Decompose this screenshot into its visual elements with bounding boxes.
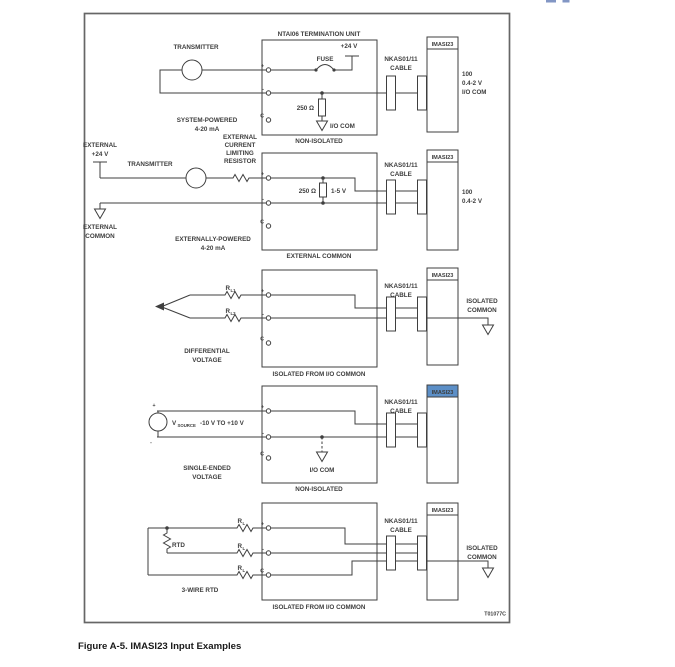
transmitter-label: TRANSMITTER bbox=[127, 161, 173, 168]
voltage-range-label: -10 V TO +10 V bbox=[200, 420, 244, 427]
section-single-ended-voltage bbox=[149, 385, 458, 493]
module-note: 0.4-2 V bbox=[462, 198, 482, 205]
limiting-resistor-label: RESISTOR bbox=[223, 158, 257, 165]
external-common-label: COMMON bbox=[85, 233, 115, 240]
cable-connector bbox=[418, 297, 427, 331]
cable-label: NKAS01/11 bbox=[384, 283, 418, 290]
junction-dot bbox=[320, 435, 324, 439]
ground-symbol-io-com bbox=[317, 452, 328, 462]
resistor-label: 250 Ω bbox=[298, 188, 316, 195]
isolated-common-label: COMMON bbox=[467, 307, 497, 314]
vsource-label: V bbox=[172, 420, 177, 427]
range-label: 1-5 V bbox=[331, 188, 347, 195]
line-resistance-subscript: L bbox=[242, 568, 246, 573]
cable-label: CABLE bbox=[390, 292, 412, 299]
cable-connector bbox=[418, 536, 427, 570]
io-com-label: I/O COM bbox=[309, 467, 335, 474]
ground-symbol-io-com bbox=[317, 121, 328, 131]
input-type-label: 4-20 mA bbox=[194, 126, 220, 133]
limiting-resistor-label: LIMITING bbox=[226, 150, 254, 157]
terminal-common-label: C bbox=[260, 113, 264, 120]
isolation-label: EXTERNAL COMMON bbox=[286, 253, 352, 260]
resistor-label: 250 Ω bbox=[296, 105, 314, 112]
isolated-common-label: ISOLATED bbox=[466, 545, 498, 552]
line-resistance-subscript: L bbox=[242, 546, 246, 551]
fuse-terminal-dot bbox=[332, 68, 335, 71]
imasi23-module-box bbox=[427, 150, 458, 250]
module-note: 0.4-2 V bbox=[462, 80, 482, 87]
module-note: 100 bbox=[462, 71, 473, 78]
input-type-label: 4-20 mA bbox=[200, 245, 226, 252]
cable-connector bbox=[418, 413, 427, 447]
terminal-plus-label: + bbox=[260, 288, 264, 295]
terminal-plus bbox=[266, 526, 270, 530]
terminal-plus-label: + bbox=[260, 171, 264, 178]
terminal-minus bbox=[266, 201, 270, 205]
terminal-minus-label: - bbox=[262, 311, 264, 318]
terminal-common bbox=[266, 224, 270, 228]
cable-label: NKAS01/11 bbox=[384, 518, 418, 525]
line-resistance-label: R bbox=[225, 308, 230, 315]
imasi23-module-box bbox=[427, 385, 458, 483]
junction-dot bbox=[321, 176, 325, 180]
terminal-common bbox=[266, 573, 270, 577]
input-type-label: EXTERNALLY-POWERED bbox=[175, 236, 251, 243]
wires-section5 bbox=[148, 525, 427, 579]
cable-connector bbox=[387, 413, 396, 447]
cable-label: CABLE bbox=[390, 408, 412, 415]
imasi23-module-box bbox=[427, 268, 458, 365]
isolated-common-wire bbox=[426, 318, 488, 325]
selection-artifact bbox=[563, 0, 570, 3]
cable-label: NKAS01/11 bbox=[384, 162, 418, 169]
rtd-label: RTD bbox=[172, 542, 185, 549]
input-type-label: SYSTEM-POWERED bbox=[176, 117, 238, 124]
isolation-label: ISOLATED FROM I/O COMMON bbox=[272, 371, 366, 378]
imasi23-label: IMASI23 bbox=[431, 155, 454, 161]
isolated-common-wire bbox=[426, 561, 488, 568]
ground-symbol-external-common bbox=[95, 209, 106, 219]
transmitter-symbol bbox=[182, 60, 202, 80]
terminal-minus-label: - bbox=[262, 430, 264, 437]
line-resistance-subscript: L1 bbox=[230, 288, 236, 293]
line-resistance-label: R bbox=[225, 285, 230, 292]
cable-label: CABLE bbox=[390, 65, 412, 72]
input-type-label: VOLTAGE bbox=[192, 357, 222, 364]
imasi23-label: IMASI23 bbox=[431, 42, 454, 48]
imasi23-label: IMASI23 bbox=[431, 273, 454, 279]
section-3-wire-rtd bbox=[148, 503, 498, 611]
termination-unit-box bbox=[262, 503, 377, 600]
module-note: 100 bbox=[462, 189, 473, 196]
cable-connector bbox=[387, 297, 396, 331]
supply-label: +24 V bbox=[340, 43, 358, 50]
section-differential-voltage bbox=[155, 268, 498, 378]
vsource-subscript: SOURCE bbox=[177, 423, 196, 428]
junction-dot bbox=[320, 91, 324, 95]
input-type-label: 3-WIRE RTD bbox=[181, 587, 219, 594]
cable-label: NKAS01/11 bbox=[384, 399, 418, 406]
cable-connector bbox=[387, 76, 396, 110]
terminal-plus-label: + bbox=[260, 521, 264, 528]
external-supply-label: EXTERNAL bbox=[83, 142, 117, 149]
cable-connector bbox=[418, 76, 427, 110]
terminal-common bbox=[266, 341, 270, 345]
terminal-minus-label: - bbox=[262, 86, 264, 93]
terminal-minus bbox=[266, 316, 270, 320]
selection-artifact bbox=[546, 0, 556, 3]
input-type-label: DIFFERENTIAL bbox=[184, 348, 230, 355]
cable-connector bbox=[418, 180, 427, 214]
cable-connector bbox=[387, 180, 396, 214]
external-supply-label: +24 V bbox=[91, 151, 109, 158]
cable-label: CABLE bbox=[390, 527, 412, 534]
terminal-plus bbox=[266, 293, 270, 297]
isolated-common-label: COMMON bbox=[467, 554, 497, 561]
terminal-common bbox=[266, 118, 270, 122]
terminal-plus bbox=[266, 409, 270, 413]
section-system-powered bbox=[160, 31, 486, 145]
line-resistance-label: R bbox=[237, 518, 242, 525]
source-plus-label: + bbox=[152, 403, 156, 409]
terminal-minus bbox=[266, 435, 270, 439]
probe-arrowhead bbox=[155, 303, 164, 311]
fuse-label: FUSE bbox=[316, 56, 334, 63]
fuse-terminal-dot bbox=[314, 68, 317, 71]
imasi23-module-box bbox=[427, 37, 458, 132]
limiting-resistor-label: CURRENT bbox=[224, 142, 256, 149]
line-resistance-subscript: L bbox=[242, 521, 246, 526]
isolation-label: NON-ISOLATED bbox=[295, 486, 343, 493]
imasi23-module-box bbox=[427, 503, 458, 600]
ground-symbol-isolated-common bbox=[483, 325, 494, 335]
ground-symbol-isolated-common bbox=[483, 568, 494, 578]
junction-dot bbox=[321, 201, 325, 205]
terminal-common-label: C bbox=[260, 568, 264, 575]
voltage-source-symbol bbox=[149, 413, 167, 431]
imasi23-label: IMASI23 bbox=[431, 390, 454, 396]
line-resistance-label: R bbox=[237, 565, 242, 572]
terminal-plus bbox=[266, 68, 270, 72]
line-resistance-label: R bbox=[237, 543, 242, 550]
source-minus-label: - bbox=[150, 440, 152, 446]
terminal-plus-label: + bbox=[260, 63, 264, 70]
termination-unit-title: NTAI06 TERMINATION UNIT bbox=[277, 31, 361, 38]
termination-unit-box bbox=[262, 153, 377, 250]
limiting-resistor-label: EXTERNAL bbox=[223, 134, 257, 141]
input-type-label: SINGLE-ENDED bbox=[183, 465, 231, 472]
imasi23-label: IMASI23 bbox=[431, 508, 454, 514]
figure-caption: Figure A-5. IMASI23 Input Examples bbox=[78, 641, 242, 652]
isolated-common-label: ISOLATED bbox=[466, 298, 498, 305]
section-externally-powered bbox=[83, 134, 483, 260]
isolation-label: NON-ISOLATED bbox=[295, 138, 343, 145]
terminal-common-label: C bbox=[260, 451, 264, 458]
terminal-common-label: C bbox=[260, 219, 264, 226]
transmitter-symbol bbox=[186, 168, 206, 188]
external-common-label: EXTERNAL bbox=[83, 224, 117, 231]
resistor-250ohm bbox=[319, 99, 326, 116]
terminal-minus-label: - bbox=[262, 196, 264, 203]
terminal-common bbox=[266, 456, 270, 460]
terminal-minus bbox=[266, 91, 270, 95]
input-type-label: VOLTAGE bbox=[192, 474, 222, 481]
line-resistance-subscript: L2 bbox=[230, 311, 236, 316]
diagram-code: T01077C bbox=[484, 611, 506, 618]
cable-label: CABLE bbox=[390, 171, 412, 178]
terminal-minus-label: - bbox=[262, 546, 264, 553]
isolation-label: ISOLATED FROM I/O COMMON bbox=[272, 604, 366, 611]
io-com-label: I/O COM bbox=[330, 123, 355, 130]
resistor-250ohm bbox=[320, 183, 327, 197]
terminal-common-label: C bbox=[260, 336, 264, 343]
terminal-minus bbox=[266, 551, 270, 555]
cable-label: NKAS01/11 bbox=[384, 56, 418, 63]
transmitter-label: TRANSMITTER bbox=[173, 44, 219, 51]
terminal-plus bbox=[266, 176, 270, 180]
terminal-plus-label: + bbox=[260, 404, 264, 411]
junction-dot bbox=[165, 526, 169, 530]
module-note: I/O COM bbox=[462, 89, 487, 96]
cable-connector bbox=[387, 536, 396, 570]
